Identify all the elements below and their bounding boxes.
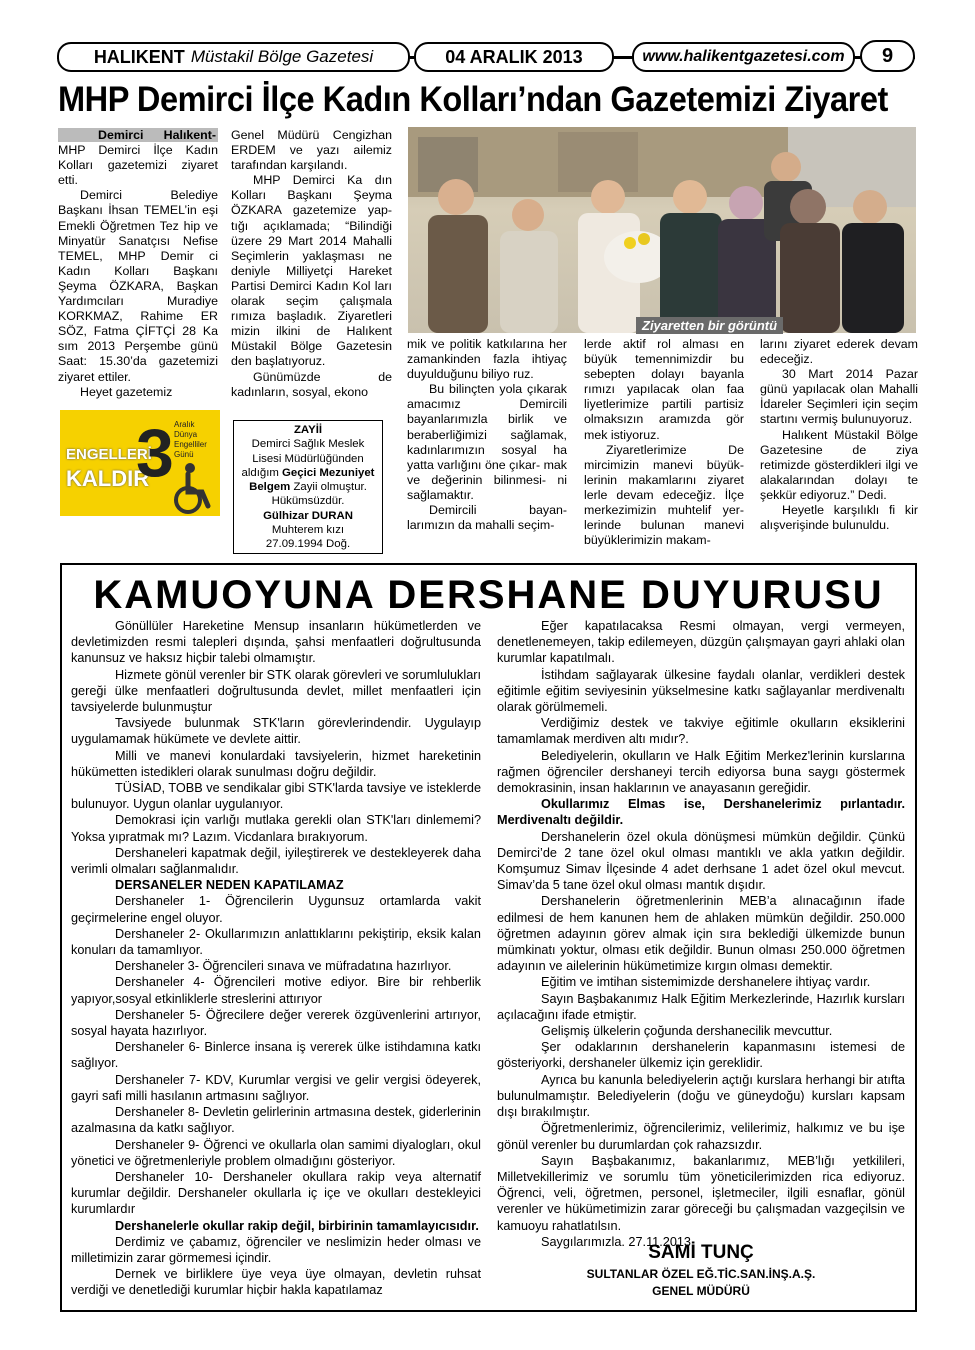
announcement-paragraph: Dershaneler 3- Öğrencileri sınava ve müfradatına hazırlıyor. [115, 959, 452, 974]
lost-document-notice [233, 420, 383, 554]
article-paragraph: Günümüzde de kadınların, sosyal, ekono [231, 369, 392, 399]
notice-line: Lisesi Müdürlüğünden [252, 452, 364, 465]
wheelchair-icon [170, 462, 218, 514]
article-dateline: Demirci Halıkent- [58, 128, 218, 142]
announcement-paragraph: Dershaneler 1- Öğrencilerin Uygunsuz ortamlarda vakit geçirmelerine engel oluyor. [71, 894, 481, 925]
announcement-paragraph: Dershaneler 4- Öğrencileri motive ediyor. Bire bir rehberlik yapıyor,sosyal etkinliklerle streslerini attırıyor [71, 975, 481, 1006]
promo-sub-4: Günü [174, 450, 194, 459]
article-paragraph: MHP Demirci İlçe Kadın Kolları gazetemizi ziyaret etti. [58, 143, 218, 188]
notice-line: Muhterem kızı [271, 524, 345, 537]
article-column-2 [231, 128, 392, 400]
masthead-page-number [860, 40, 915, 72]
announcement-paragraph: Hizmete gönül verenler bir STK olarak görevleri ve sorumlulukları gereği ülke menfaatleri doğrultusunda devlet, millet menfaatleri için tavsiyelerde bulunmuştur [71, 667, 481, 715]
promo-number: 3 [136, 415, 174, 491]
announcement-paragraph: Gelişmiş ülkelerin çoğunda dershanecilik mevcuttur. [541, 1024, 833, 1039]
announcement-paragraph: Dershanelerin özel okula dönüşmesi mümkün değildir. Çünkü Demirci’de 2 tane özel okul olması mantıklı ve akla yatkın değildir. Komşumuz Simav İlçesinde 4 adet derhsane 1 adet özel okul mevcut. Simav’da 5 tane özel okul olması mantık dışıdır. [497, 829, 905, 893]
article-column-3 [407, 337, 567, 533]
announcement-paragraph: Okullarımız Elmas ise, Dershanelerimiz pırlantadır. Merdivenaltı değildir. [497, 797, 905, 828]
promo-sub-1: Aralık [174, 420, 195, 429]
announcement-paragraph: Öğretmenlerimiz, öğrencilerimiz, velilerimiz, halkımız ve bu işe gönül verenler bu durumlardan çok rahazsızdır. [497, 1121, 905, 1152]
article-paragraph: Bu bilinçten yola çıkarak amacımız Demircili bayanlarımızla birlik ve beraberliğimizi sağlamak, kadınlarımızın sosyal ha yatta varlığını öne çıkar- mak ve değerinin bilinmesi- ni sağlamaktır. [407, 382, 567, 502]
announcement-left-column [71, 618, 481, 1299]
masthead-date [414, 42, 614, 72]
notice-line: Demirci Sağlık Meslek [251, 438, 365, 451]
announcement-paragraph: Dershaneler 5- Öğrecilere değer vererek özgüvenlerini artırıyor, sosyal hayata hazırlıyor. [71, 1007, 481, 1039]
announcement-right-column [497, 618, 905, 1250]
notice-title: ZAYİİ [293, 424, 323, 436]
article-paragraph: MHP Demirci Ka dın Kolları Başkanı Şeyma ÖZKARA gazetemize yap- tığı açıklamada; “Bilindiği üzere 29 Mart 2014 Mahalli Seçimlerin yaklaşması ne deniyle Milliyetçi Hareket Partisi Demirci Kadın Kol ları olarak seçim çalışmala rımıza başladık. Ziyaretleri mizin ilkini de Halıkent Müstakil Bölge Gazetesin den başlatıyoruz. [231, 173, 392, 369]
paper-name: HALIKENT [93, 46, 185, 67]
paper-subtitle: Müstakil Bölge Gazetesi [190, 47, 374, 66]
article-paragraph: Demircili bayan- larımızın da mahalli seçim- [407, 503, 567, 533]
website-url: www.halikentgazetesi.com [642, 48, 845, 65]
announcement-paragraph: DERSANELER NEDEN KAPATILAMAZ [115, 878, 344, 893]
promo-sub-2: Dünya [174, 430, 198, 439]
announcement-paragraph: Gönüllüler Hareketine Mensup insanların hükümetlerden ve devletimizden resmi talepleri dışında, şahsi menfaatleri doğrultusunda kanunsuz ve haksız hiçbir talebi olmamıştır. [71, 619, 481, 666]
announcement-title: KAMUOYUNA DERSHANE DUYURUSU [93, 573, 884, 617]
announcement-paragraph: Verdiğimiz destek ve takviye eğitimle okulların eksiklerini tamamlamak merdiven altı mıdır?. [497, 716, 905, 747]
notice-line: 27.09.1994 Doğ. [265, 538, 351, 551]
announcement-paragraph: Milli ve manevi konulardaki tavsiyelerin, hizmet hareketinin hükümetten istedikleri olarak sunulması doğru değildir. [71, 748, 481, 779]
article-paragraph: Halıkent Müstakil Bölge Gazetesine de ziya retimizde gösterdikleri ilgi ve alakalarından dolayı te şekkür ediyoruz.” Dedi. [760, 427, 918, 502]
promo-sub-3: Engelliler [174, 440, 207, 449]
announcement-paragraph: Derdimiz ve çabamız, öğrenciler ve neslimizin heder olması ve milletimizin zarar görmemesi içindir. [71, 1234, 481, 1265]
announcement-paragraph: Dershaneler 2- Okullarımızın anlattıklarını pekiştirip, eksik kalan konuları da tamamlıyor. [71, 926, 481, 958]
masthead-paper-name [57, 42, 410, 72]
disability-day-promo [60, 410, 220, 516]
notice-text-bold: Geçici Mezuniyet [282, 466, 375, 479]
article-paragraph: Heyetle karşılıklı fi kir alışverişinde bulunuldu. [760, 503, 918, 533]
announcement-paragraph: Dershaneleri kapatmak değil, iyileştirerek ve destekleyerek daha verimli olmaları sağlanmalıdır. [71, 845, 481, 877]
announcement-paragraph: Dershanelerin öğretmenlerinin MEB’a alınacağının ifade edilmesi de hem kanunen hem de ahlaken mümkün değildir. 250.000 öğretmen adayının görev almak için sıra beklediği ülkemizde bunun mümkinatı yoktur, olması etik değildir. Bunun olması 250.000 öğretmen adayının ve ailelerinin hükümetimize kırgın olması demektir. [497, 894, 905, 974]
issue-date: 04 ARALIK 2013 [445, 46, 583, 67]
announcement-paragraph: Dershaneler 10- Dershaneler okullara rakip veya alternatif kurumlar değildir. Dershaneler okullarla iç içe ve okulları destekleyici kurumlardır [71, 1169, 481, 1217]
announcement-paragraph: Ayrıca bu kanunla belediyelerin açtığı kurslara herhangi bir atıfta bulunulmamıştır. Belediyelerin (doğu ve güneydoğu) kursları kapsam dışı bırakılmıştır. [497, 1072, 905, 1120]
visit-photo [408, 127, 916, 333]
notice-text: aldığım [241, 466, 283, 479]
signature-organization: SULTANLAR ÖZEL EĞ.TİC.SAN.İNŞ.A.Ş. [586, 1267, 816, 1281]
article-paragraph: lerde aktif rol alması en büyük temennimizdir bu sebepten dolayı bayanla rımızı yapılacak olan faa liyetlerimize partili partisiz olmaksızın aramızda gör mek istiyoruz. [584, 337, 744, 442]
article-column-4 [584, 337, 744, 548]
announcement-paragraph: Tavsiyede bulunmak STK'ların görevlerindendir. Uygulayıp uygulamamak hükümete ve devlete aittir. [71, 716, 481, 747]
announcement-paragraph: Dernek ve birliklere üye veya üye olmayan, devletin ruhsat verdiği ve denetlediği kurumlar hiçbir hakla kapatılamaz [71, 1267, 481, 1298]
announcement-paragraph: Sayın Başbakanımız, bakanlarımız, MEB’lığı yetkilileri, Milletvekillerimiz ve sorumlu tüm yöneticilerimizden rica ediyoruz. Öğrenci, veli, öğretmen, personel, işletmeciler, ilgili esnaflar, gönül verenler ve hükümetimizin zarar göreceği bu çalışmadan vazgeçilsin ve kamuoyu rahatlatılsın. [497, 1153, 905, 1233]
announcement-paragraph: Dershanelerle okullar rakip değil, birbirinin tamamlayıcısıdır. [115, 1218, 479, 1233]
notice-person-name: Gülhizar DURAN [263, 509, 353, 522]
article-column-1 [58, 128, 218, 400]
announcement-paragraph: Sayın Başbakanımız Halk Eğitim Merkezlerinde, Hazırlık kursları açılacağını ifade etmiştir. [497, 991, 905, 1022]
article-paragraph: Ziyaretlerimize De mircimizin manevi büyük- lerinin makamlarını ziyaret lerle devam edeceğiz. İlçe merkezimizin muhtelif yer- lerinde bulunan manevi büyüklerimizin makam- [584, 442, 744, 548]
article-paragraph: Demirci Belediye Başkanı İhsan TEMEL’in eşi Emekli Öğretmen Tez hip ve Minyatür Sanatçısı Nefise TEMEL, MHP Demir ci Kadın Kolları Başkanı Şeyma ÖZKARA, Başkan Yardımcıları Muradiye KORKMAZ, Rahime ER SÖZ, Fatma ÇİFTÇİ 28 Ka sım 2013 Perşembe günü Saat: 15.30’da gazetemizi ziyaret ettiler. [58, 188, 218, 384]
announcement-paragraph: Saygılarımızla. 27.11.2013 [541, 1234, 691, 1249]
notice-line [234, 480, 382, 494]
masthead-website [632, 42, 855, 72]
announcement-paragraph: Dershaneler 9- Öğrenci ve okullarla olan samimi diyalogları, okul yönetici ve öğretmenleriyle problem olmadığını gösteriyor. [71, 1137, 481, 1168]
promo-line-2: KALDIR [66, 466, 150, 491]
signature-role: GENEL MÜDÜRÜ [652, 1284, 750, 1298]
promo-line-1: ENGELLERİ [66, 446, 152, 463]
article-paragraph: mik ve politik katkılarına her zamankinden fazla ihtiyaç duyulduğunu biliyo ruz. [407, 337, 567, 382]
page-number: 9 [881, 44, 894, 67]
announcement-paragraph: Şer odaklarının dershanelerin kapanmasını istemesi de gösteriyorki, dershaneler ülkemiz için gereklidir. [497, 1040, 905, 1071]
article-paragraph: Heyet gazetemiz [80, 384, 173, 399]
announcement-paragraph: Dershaneler 8- Devletin gelirlerinin artmasına destek, giderlerinin azalmasına da katkı sağlıyor. [71, 1105, 481, 1136]
notice-text-bold: Belgem [249, 481, 291, 494]
announcement-paragraph: Dershaneler 7- KDV, Kurumlar vergisi ve gelir vergisi ödeyerek, gayri safi milli hasılanın artmasını sağlıyor. [71, 1072, 481, 1103]
notice-line [234, 466, 382, 480]
dershane-announcement [60, 563, 917, 1312]
announcement-paragraph: İstihdam sağlayarak ülkesine faydalı olanlar, verdikleri destek eğitimle eğitim seviyesinin yükselmesine katkı sağlayanlar merdivenaltı olarak görülmemeli. [497, 667, 905, 715]
article-paragraph: Genel Müdürü Cengizhan ERDEM ve yazı ailemiz tarafından karşılandı. [231, 128, 392, 173]
announcement-paragraph: Belediyelerin, okulların ve Halk Eğitim Merkez'lerinin kurslarına rağmen öğrenciler dershaneyi tercih ediyorsa buna saygı göstermek demokrasinin, insan haklarının ve anayasanın gereğidir. [497, 748, 905, 796]
announcement-paragraph: Demokrasi için varlığı mutlaka gerekli olan STK'ları dinlememi? Yoksa yıpratmak mı? Lazım. Vicdanlara bırakıyorum. [71, 813, 481, 844]
signature-name: SAMİ TUNÇ [648, 1242, 754, 1263]
announcement-paragraph: Eğitim ve imtihan sistemimizde dershanelere ihtiyaç vardır. [541, 975, 871, 990]
notice-text: Zayii olmuştur. [290, 481, 367, 494]
article-paragraph: 30 Mart 2014 Pazar günü yapılacak olan Mahalli İdareler Seçimleri için seçim startını vermiş bulunuyoruz. [760, 367, 918, 427]
announcement-paragraph: Dershaneler 6- Binlerce insana iş vererek ülke istihdamına katkı sağlıyor. [71, 1040, 481, 1071]
article-paragraph: larını ziyaret ederek devam edeceğiz. [760, 337, 918, 367]
photo-caption: Ziyaretten bir görüntü [636, 317, 783, 334]
article-column-5 [760, 337, 918, 533]
notice-line: Hükümsüzdür. [271, 495, 345, 508]
announcement-paragraph: Eğer kapatılacaksa Resmi olmayan, vergi vermeyen, denetlenemeyen, takip edilemeyen, düzgün çalışmayan gayri ahlaki olan kurumlar kapatılmalı. [497, 619, 905, 666]
article-headline: MHP Demirci İlçe Kadın Kolları’ndan Gazetemizi Ziyaret [58, 80, 888, 119]
promo-subtext [174, 420, 207, 460]
group-photo-illustration [408, 127, 916, 333]
announcement-paragraph: TÜSİAD, TOBB ve sendikalar gibi STK'larda tavsiye ve isteklerde bulunuyor. Uygun olanlar uygulanıyor. [71, 781, 481, 812]
